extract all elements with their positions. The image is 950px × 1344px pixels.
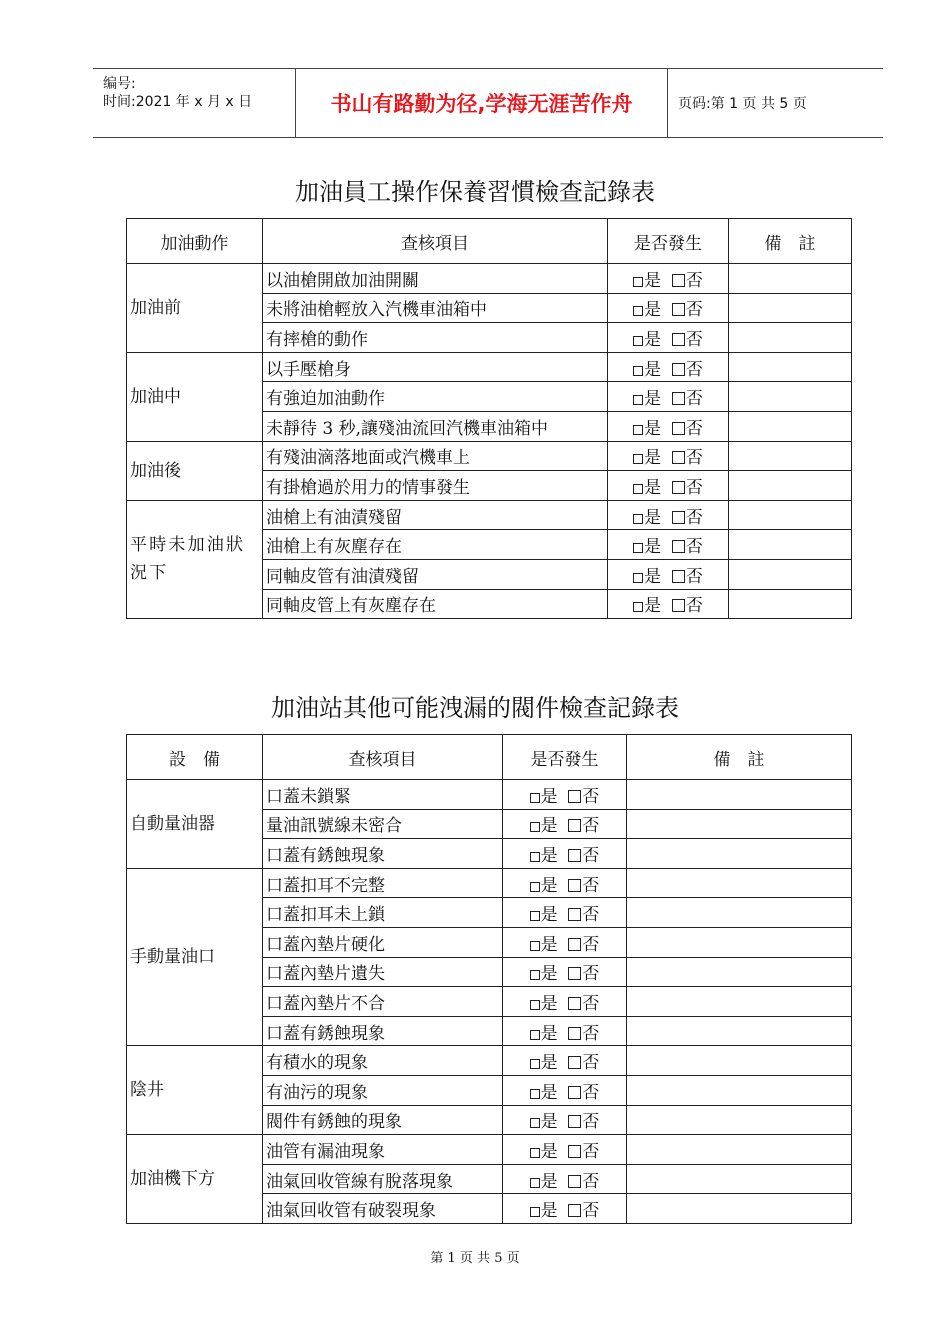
yes-checkbox[interactable] <box>633 602 643 612</box>
remarks-cell[interactable] <box>729 559 852 589</box>
yes-checkbox[interactable] <box>530 1207 540 1217</box>
no-label: 否 <box>582 1171 600 1192</box>
no-label: 否 <box>685 448 703 469</box>
yes-label: 是 <box>644 270 662 291</box>
remarks-cell[interactable] <box>627 927 852 957</box>
yes-checkbox[interactable] <box>633 543 643 553</box>
occurrence-cell <box>608 411 729 441</box>
page-header <box>93 68 883 138</box>
no-label: 否 <box>685 418 703 439</box>
occurrence-cell <box>503 1194 627 1224</box>
check-item-cell: 口蓋扣耳未上鎖 <box>263 898 503 928</box>
occurrence-cell <box>608 293 729 323</box>
no-checkbox[interactable] <box>672 570 685 583</box>
check-item-cell: 口蓋內墊片不合 <box>263 987 503 1017</box>
check-item-cell: 同軸皮管有油漬殘留 <box>263 559 608 589</box>
no-checkbox[interactable] <box>672 422 685 435</box>
remarks-cell[interactable] <box>627 1016 852 1046</box>
no-label: 否 <box>582 845 600 866</box>
no-label: 否 <box>685 507 703 528</box>
occurrence-cell <box>503 957 627 987</box>
no-label: 否 <box>582 1112 600 1133</box>
table-header-row <box>127 219 852 264</box>
occurrence-cell <box>608 264 729 294</box>
check-item-cell: 有掛槍過於用力的情事發生 <box>263 471 608 501</box>
no-checkbox[interactable] <box>568 790 581 803</box>
yes-label: 是 <box>540 905 558 926</box>
occurrence-cell <box>503 868 627 898</box>
yes-label: 是 <box>540 993 558 1014</box>
remarks-cell[interactable] <box>627 809 852 839</box>
yes-checkbox[interactable] <box>530 1118 540 1128</box>
yes-checkbox[interactable] <box>530 970 540 980</box>
no-label: 否 <box>582 1082 600 1103</box>
remarks-cell[interactable] <box>729 264 852 294</box>
no-label: 否 <box>582 816 600 837</box>
occurrence-cell <box>503 1046 627 1076</box>
no-checkbox[interactable] <box>568 967 581 980</box>
remarks-cell[interactable] <box>627 987 852 1017</box>
column-header: 備 註 <box>627 735 852 780</box>
occurrence-cell <box>503 1105 627 1135</box>
no-checkbox[interactable] <box>672 511 685 524</box>
yes-label: 是 <box>644 389 662 410</box>
no-label: 否 <box>685 270 703 291</box>
yes-label: 是 <box>644 300 662 321</box>
yes-label: 是 <box>540 964 558 985</box>
yes-label: 是 <box>540 1112 558 1133</box>
yes-label: 是 <box>644 448 662 469</box>
occurrence-cell <box>608 382 729 412</box>
column-header: 查核項目 <box>263 735 503 780</box>
table-row <box>127 868 852 898</box>
no-checkbox[interactable] <box>568 879 581 892</box>
no-label: 否 <box>685 389 703 410</box>
no-label: 否 <box>582 875 600 896</box>
yes-checkbox[interactable] <box>633 277 643 287</box>
yes-checkbox[interactable] <box>633 514 643 524</box>
occurrence-cell <box>503 809 627 839</box>
column-header: 備 註 <box>729 219 852 264</box>
remarks-cell[interactable] <box>729 589 852 619</box>
no-label: 否 <box>685 300 703 321</box>
table-row <box>127 264 852 294</box>
yes-label: 是 <box>644 359 662 380</box>
no-checkbox[interactable] <box>672 274 685 287</box>
table-row <box>127 500 852 530</box>
yes-checkbox[interactable] <box>633 306 643 316</box>
no-label: 否 <box>582 786 600 807</box>
yes-checkbox[interactable] <box>530 882 540 892</box>
no-label: 否 <box>685 359 703 380</box>
no-label: 否 <box>582 934 600 955</box>
yes-label: 是 <box>644 477 662 498</box>
table-row <box>127 1046 852 1076</box>
yes-label: 是 <box>540 1141 558 1162</box>
no-checkbox[interactable] <box>672 540 685 553</box>
yes-label: 是 <box>540 786 558 807</box>
check-item-cell: 有積水的現象 <box>263 1046 503 1076</box>
remarks-cell[interactable] <box>627 1135 852 1165</box>
no-label: 否 <box>685 329 703 350</box>
yes-checkbox[interactable] <box>530 1148 540 1158</box>
occurrence-cell <box>503 898 627 928</box>
yes-label: 是 <box>540 934 558 955</box>
page-footer: 第 1 页 共 5 页 <box>430 1251 520 1266</box>
no-label: 否 <box>582 1141 600 1162</box>
remarks-cell[interactable] <box>627 780 852 810</box>
column-header: 是否發生 <box>503 735 627 780</box>
no-checkbox[interactable] <box>672 303 685 316</box>
category-cell: 加油機下方 <box>127 1135 263 1224</box>
yes-checkbox[interactable] <box>530 1000 540 1010</box>
no-label: 否 <box>582 964 600 985</box>
table-header-row <box>127 735 852 780</box>
header-motto: 书山有路勤为径,学海无涯苦作舟 <box>296 69 668 137</box>
yes-checkbox[interactable] <box>530 941 540 951</box>
no-checkbox[interactable] <box>568 1086 581 1099</box>
check-item-cell: 口蓋內墊片硬化 <box>263 927 503 957</box>
table1-title: 加油員工操作保養習慣檢查記錄表 <box>295 178 655 206</box>
yes-label: 是 <box>644 596 662 617</box>
remarks-cell[interactable] <box>729 293 852 323</box>
no-label: 否 <box>582 1023 600 1044</box>
yes-checkbox[interactable] <box>633 484 643 494</box>
no-label: 否 <box>582 993 600 1014</box>
yes-checkbox[interactable] <box>530 1059 540 1069</box>
column-header: 設 備 <box>127 735 263 780</box>
no-checkbox[interactable] <box>672 481 685 494</box>
yes-checkbox[interactable] <box>633 454 643 464</box>
yes-label: 是 <box>644 537 662 558</box>
remarks-cell[interactable] <box>729 500 852 530</box>
yes-checkbox[interactable] <box>530 852 540 862</box>
no-checkbox[interactable] <box>568 1204 581 1217</box>
remarks-cell[interactable] <box>627 1075 852 1105</box>
check-item-cell: 口蓋有銹蝕現象 <box>263 839 503 869</box>
occurrence-cell <box>503 987 627 1017</box>
check-item-cell: 以手壓槍身 <box>263 352 608 382</box>
header-meta <box>93 69 296 137</box>
no-label: 否 <box>685 537 703 558</box>
occurrence-cell <box>503 927 627 957</box>
no-checkbox[interactable] <box>568 849 581 862</box>
check-item-cell: 油槍上有油漬殘留 <box>263 500 608 530</box>
category-cell: 加油前 <box>127 264 263 353</box>
no-label: 否 <box>582 1053 600 1074</box>
no-checkbox[interactable] <box>672 392 685 405</box>
check-item-cell: 以油槍開啟加油開關 <box>263 264 608 294</box>
category-cell: 自動量油器 <box>127 780 263 869</box>
check-item-cell: 油槍上有灰塵存在 <box>263 530 608 560</box>
check-item-cell: 口蓋內墊片遺失 <box>263 957 503 987</box>
no-label: 否 <box>582 905 600 926</box>
check-item-cell: 未靜待 3 秒,讓殘油流回汽機車油箱中 <box>263 411 608 441</box>
remarks-cell[interactable] <box>627 957 852 987</box>
remarks-cell[interactable] <box>729 411 852 441</box>
yes-label: 是 <box>644 507 662 528</box>
no-checkbox[interactable] <box>568 938 581 951</box>
no-checkbox[interactable] <box>568 1027 581 1040</box>
occurrence-cell <box>503 1075 627 1105</box>
remarks-cell[interactable] <box>627 1046 852 1076</box>
no-checkbox[interactable] <box>568 1056 581 1069</box>
occurrence-cell <box>608 530 729 560</box>
yes-label: 是 <box>540 1023 558 1044</box>
refueling-habits-table <box>126 218 852 619</box>
no-label: 否 <box>582 1201 600 1222</box>
yes-label: 是 <box>644 329 662 350</box>
check-item-cell: 油管有漏油現象 <box>263 1135 503 1165</box>
remarks-cell[interactable] <box>627 839 852 869</box>
no-checkbox[interactable] <box>568 819 581 832</box>
no-checkbox[interactable] <box>672 333 685 346</box>
yes-checkbox[interactable] <box>633 573 643 583</box>
no-label: 否 <box>685 596 703 617</box>
no-label: 否 <box>685 566 703 587</box>
occurrence-cell <box>608 589 729 619</box>
no-checkbox[interactable] <box>672 451 685 464</box>
yes-checkbox[interactable] <box>530 1089 540 1099</box>
check-item-cell: 有油污的現象 <box>263 1075 503 1105</box>
occurrence-cell <box>503 1016 627 1046</box>
check-item-cell: 油氣回收管線有脫落現象 <box>263 1164 503 1194</box>
yes-label: 是 <box>540 1053 558 1074</box>
remarks-cell[interactable] <box>627 868 852 898</box>
occurrence-cell <box>608 352 729 382</box>
occurrence-cell <box>503 780 627 810</box>
occurrence-cell <box>608 500 729 530</box>
table-row <box>127 780 852 810</box>
remarks-cell[interactable] <box>627 898 852 928</box>
no-checkbox[interactable] <box>568 997 581 1010</box>
occurrence-cell <box>608 559 729 589</box>
remarks-cell[interactable] <box>729 530 852 560</box>
remarks-cell[interactable] <box>729 382 852 412</box>
yes-checkbox[interactable] <box>530 793 540 803</box>
yes-checkbox[interactable] <box>530 1178 540 1188</box>
yes-checkbox[interactable] <box>530 911 540 921</box>
yes-label: 是 <box>540 1082 558 1103</box>
remarks-cell[interactable] <box>729 441 852 471</box>
category-cell: 加油中 <box>127 352 263 441</box>
check-item-cell: 口蓋未鎖緊 <box>263 780 503 810</box>
document-time-label: 时间:2021 年 x 月 x 日 <box>103 94 253 110</box>
yes-checkbox[interactable] <box>530 1030 540 1040</box>
check-item-cell: 閥件有銹蝕的現象 <box>263 1105 503 1135</box>
column-header: 查核項目 <box>263 219 608 264</box>
yes-label: 是 <box>540 1201 558 1222</box>
yes-label: 是 <box>540 845 558 866</box>
document-number-label: 编号: <box>103 76 136 92</box>
yes-label: 是 <box>540 875 558 896</box>
table2-title: 加油站其他可能洩漏的閥件檢查記錄表 <box>271 694 679 722</box>
no-checkbox[interactable] <box>672 599 685 612</box>
no-checkbox[interactable] <box>568 908 581 921</box>
no-checkbox[interactable] <box>568 1145 581 1158</box>
remarks-cell[interactable] <box>627 1164 852 1194</box>
column-header: 是否發生 <box>608 219 729 264</box>
category-cell: 手動量油口 <box>127 868 263 1046</box>
yes-label: 是 <box>644 566 662 587</box>
yes-checkbox[interactable] <box>633 336 643 346</box>
remarks-cell[interactable] <box>627 1194 852 1224</box>
column-header: 加油動作 <box>127 219 263 264</box>
occurrence-cell <box>503 1164 627 1194</box>
category-cell: 平時未加油狀況下 <box>127 500 263 618</box>
occurrence-cell <box>608 323 729 353</box>
yes-checkbox[interactable] <box>633 366 643 376</box>
no-checkbox[interactable] <box>672 363 685 376</box>
check-item-cell: 有強迫加油動作 <box>263 382 608 412</box>
check-item-cell: 口蓋有銹蝕現象 <box>263 1016 503 1046</box>
valve-inspection-table <box>126 734 852 1224</box>
no-label: 否 <box>685 477 703 498</box>
yes-checkbox[interactable] <box>633 425 643 435</box>
check-item-cell: 同軸皮管上有灰塵存在 <box>263 589 608 619</box>
category-cell: 加油後 <box>127 441 263 500</box>
check-item-cell: 未將油槍輕放入汽機車油箱中 <box>263 293 608 323</box>
yes-label: 是 <box>540 1171 558 1192</box>
check-item-cell: 有殘油滴落地面或汽機車上 <box>263 441 608 471</box>
table-row <box>127 352 852 382</box>
yes-checkbox[interactable] <box>633 395 643 405</box>
yes-label: 是 <box>644 418 662 439</box>
remarks-cell[interactable] <box>729 352 852 382</box>
table-row <box>127 1135 852 1165</box>
occurrence-cell <box>608 441 729 471</box>
occurrence-cell <box>608 471 729 501</box>
check-item-cell: 有摔槍的動作 <box>263 323 608 353</box>
remarks-cell[interactable] <box>729 471 852 501</box>
category-cell: 陰井 <box>127 1046 263 1135</box>
check-item-cell: 油氣回收管有破裂現象 <box>263 1194 503 1224</box>
yes-label: 是 <box>540 816 558 837</box>
table-row <box>127 441 852 471</box>
occurrence-cell <box>503 1135 627 1165</box>
remarks-cell[interactable] <box>627 1105 852 1135</box>
no-checkbox[interactable] <box>568 1115 581 1128</box>
header-page-info: 页码:第 1 页 共 5 页 <box>678 96 807 112</box>
yes-checkbox[interactable] <box>530 822 540 832</box>
check-item-cell: 口蓋扣耳不完整 <box>263 868 503 898</box>
check-item-cell: 量油訊號線未密合 <box>263 809 503 839</box>
remarks-cell[interactable] <box>729 323 852 353</box>
occurrence-cell <box>503 839 627 869</box>
no-checkbox[interactable] <box>568 1175 581 1188</box>
